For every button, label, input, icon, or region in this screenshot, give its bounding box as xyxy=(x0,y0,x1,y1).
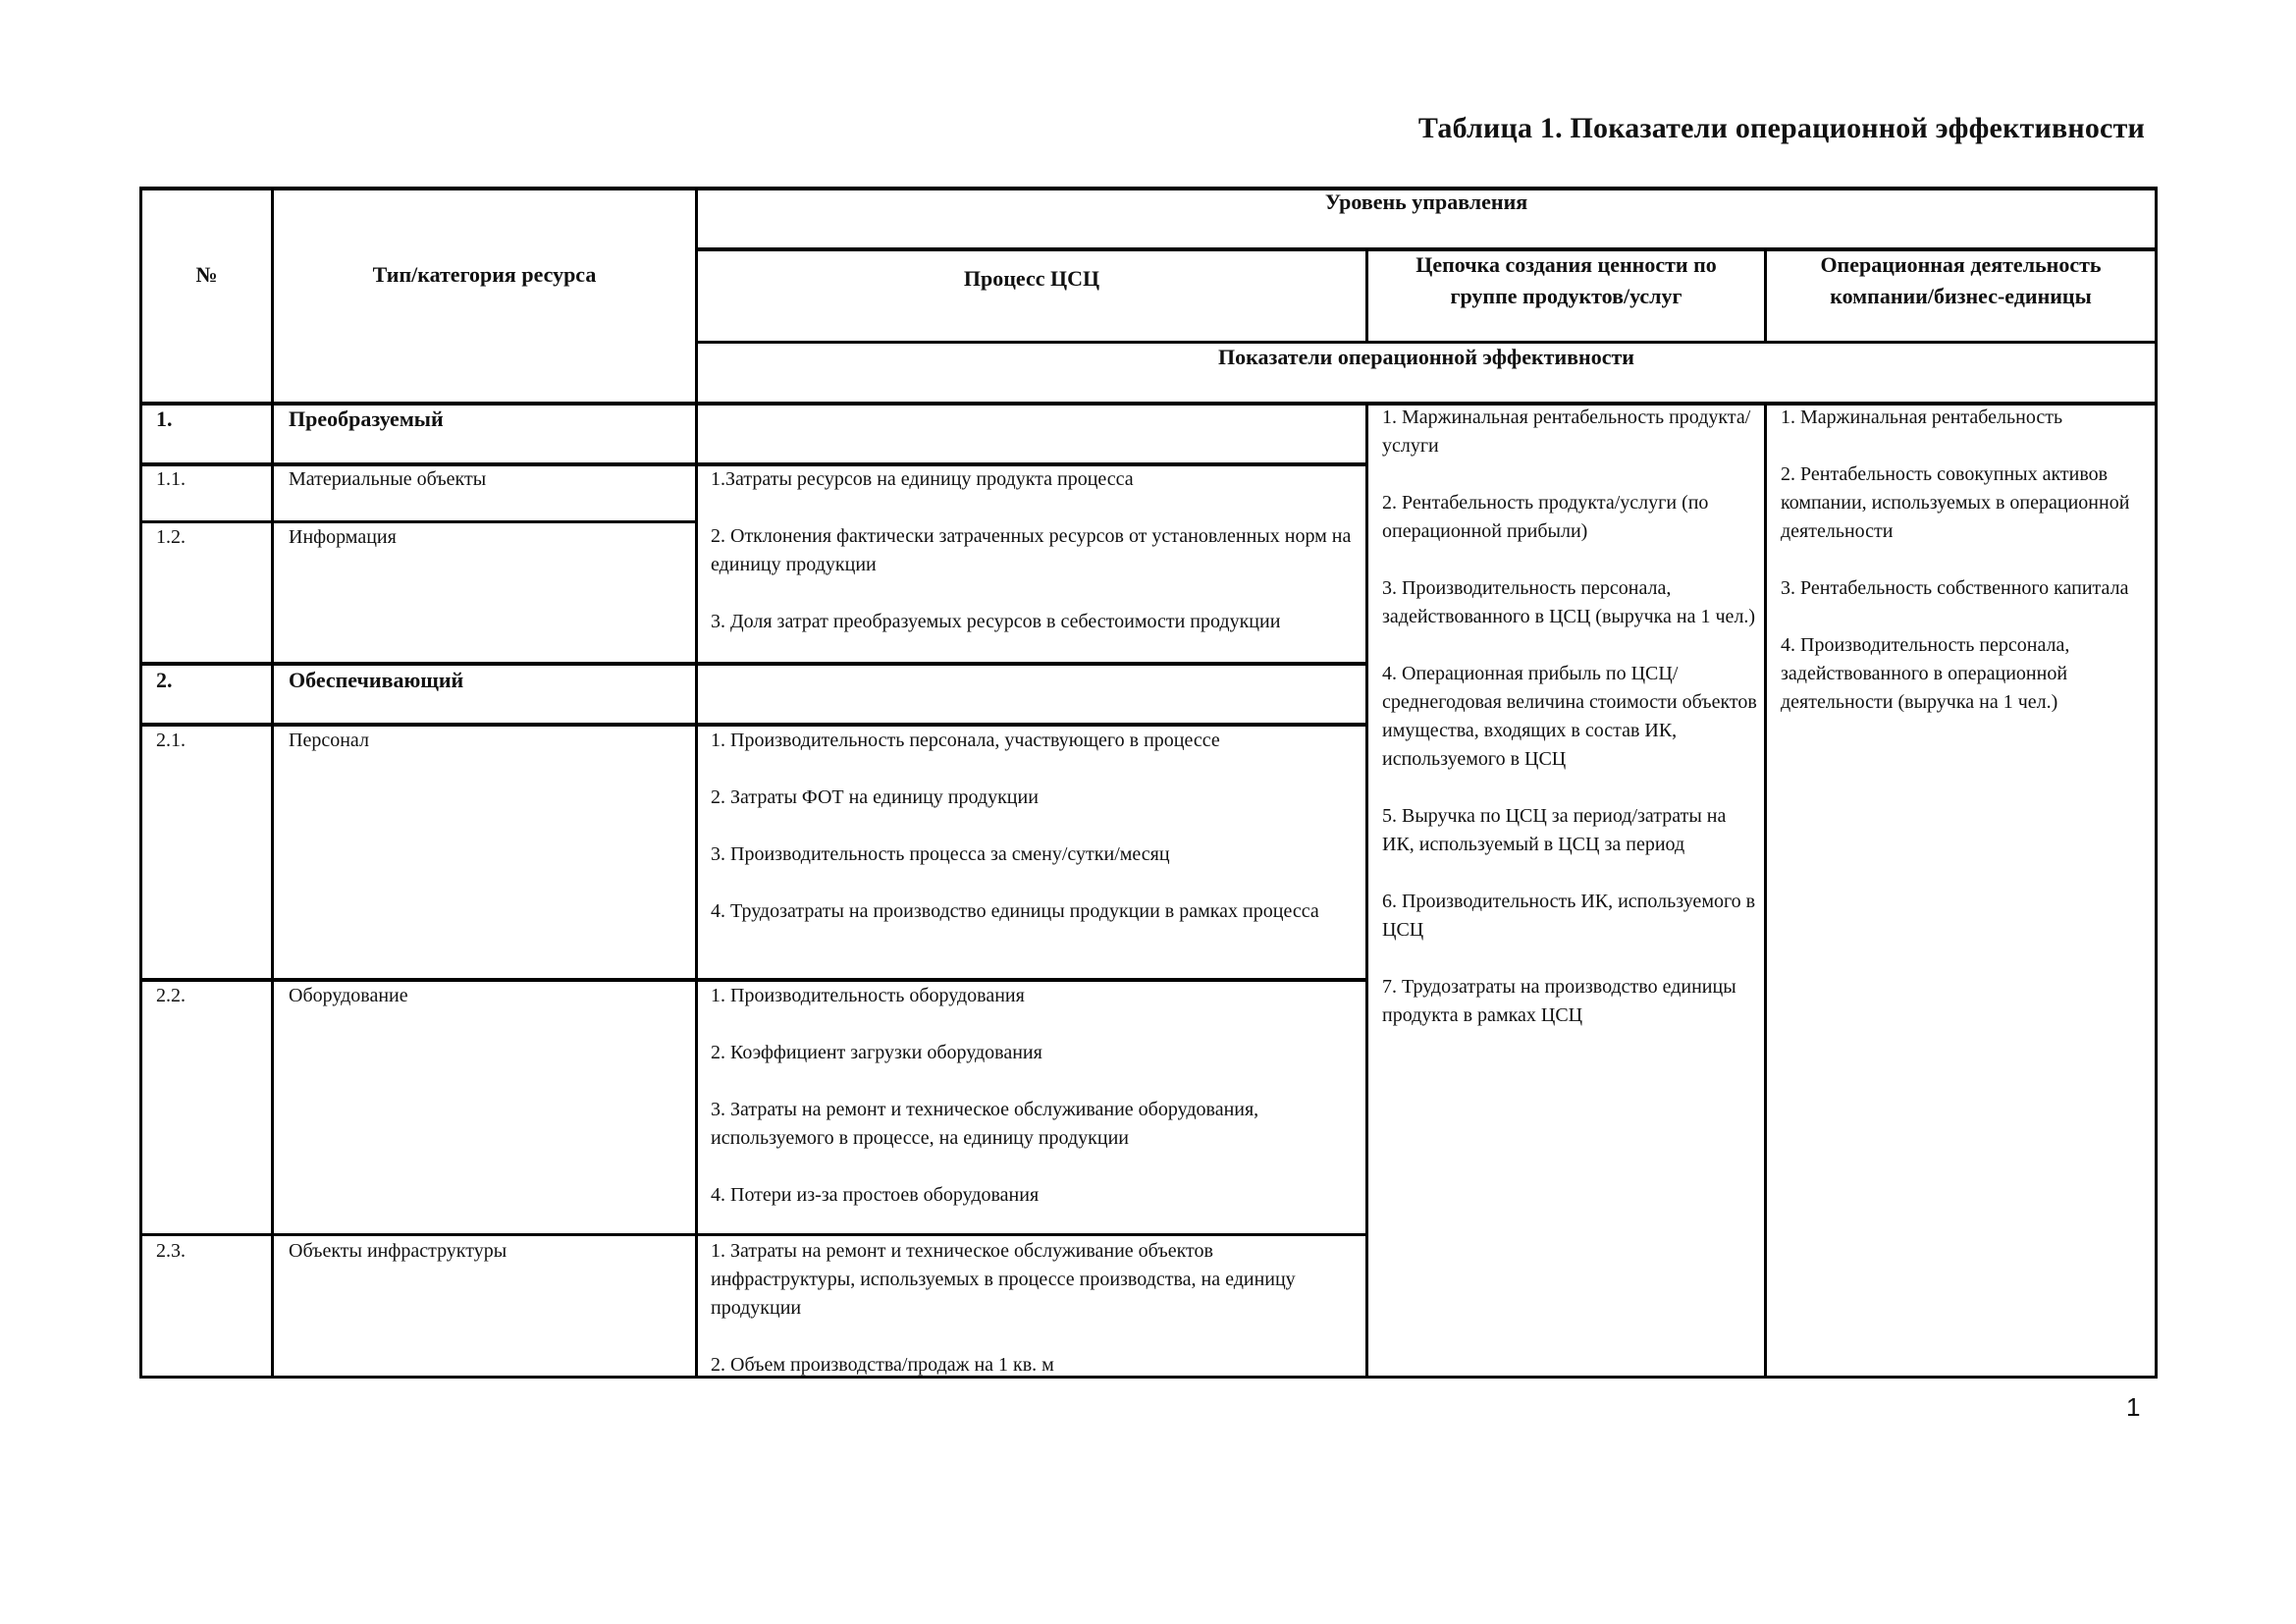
indicator-item: 1. Затраты на ремонт и техническое обслуживание объектов инфраструктуры, используемых в процессе производства, на единицу продукции xyxy=(711,1240,1296,1319)
indicator-item: 7. Трудозатраты на производство единицы продукта в рамках ЦСЦ xyxy=(1382,976,1736,1026)
header-process: Процесс ЦСЦ xyxy=(963,266,1100,291)
indicator-item: 2. Отклонения фактически затраченных ресурсов от установленных норм на единицу продукции xyxy=(711,525,1352,575)
process-indicators-infrastructure xyxy=(711,1237,1339,1380)
header-indicators: Показатели операционной эффективности xyxy=(1218,345,1634,369)
row-number: 2.3. xyxy=(156,1240,186,1262)
indicator-item: 3. Затраты на ремонт и техническое обслуживание оборудования, используемого в процессе, на единицу продукции xyxy=(711,1099,1259,1149)
row-number: 2. xyxy=(156,668,173,692)
document-title: Таблица 1. Показатели операционной эффективности xyxy=(1417,112,2145,144)
value-chain-indicators xyxy=(1382,404,1760,1030)
row-category: Обеспечивающий xyxy=(289,668,464,692)
row-category: Объекты инфраструктуры xyxy=(289,1240,507,1262)
indicator-item: 2. Рентабельность продукта/услуги (по операционной прибыли) xyxy=(1382,492,1709,542)
indicator-item: 4. Потери из-за простоев оборудования xyxy=(711,1184,1040,1206)
header-value-chain: Цепочка создания ценности по группе продуктов/услуг xyxy=(1415,252,1717,308)
row-category: Преобразуемый xyxy=(289,406,444,431)
indicator-item: 2. Затраты ФОТ на единицу продукции xyxy=(711,786,1039,808)
indicator-item: 2. Объем производства/продаж на 1 кв. м xyxy=(711,1354,1054,1376)
indicator-item: 3. Производительность процесса за смену/сутки/месяц xyxy=(711,843,1170,865)
indicator-item: 3. Доля затрат преобразуемых ресурсов в себестоимости продукции xyxy=(711,611,1281,632)
indicator-item: 1. Производительность оборудования xyxy=(711,985,1025,1006)
indicator-item: 4. Трудозатраты на производство единицы продукции в рамках процесса xyxy=(711,900,1319,922)
indicator-item: 3. Производительность персонала, задействованного в ЦСЦ (выручка на 1 чел.) xyxy=(1382,577,1756,627)
row-number: 1.1. xyxy=(156,468,186,490)
indicator-item: 2. Коэффициент загрузки оборудования xyxy=(711,1042,1042,1063)
col-divider-4b xyxy=(1764,402,1767,1379)
page-number: 1 xyxy=(2126,1392,2141,1422)
indicator-item: 5. Выручка по ЦСЦ за период/затраты на ИК, используемый в ЦСЦ за период xyxy=(1382,805,1727,855)
header-management-level: Уровень управления xyxy=(1324,189,1528,214)
table-border-left xyxy=(139,187,142,1379)
row-number: 1. xyxy=(156,406,173,431)
col-divider-1 xyxy=(271,187,274,1379)
indicator-item: 4. Операционная прибыль по ЦСЦ/среднегодовая величина стоимости объектов имущества, входящих в состав ИК, используемого в ЦСЦ xyxy=(1382,663,1757,770)
indicator-item: 1. Маржинальная рентабельность продукта/услуги xyxy=(1382,406,1751,457)
row-number: 2.1. xyxy=(156,730,186,751)
indicator-item: 2. Рентабельность совокупных активов компании, используемых в операционной деятельности xyxy=(1781,463,2130,542)
indicator-item: 4. Производительность персонала, задействованного в операционной деятельности (выручка на 1 чел.) xyxy=(1781,634,2070,713)
row-line-2-3 xyxy=(139,1233,1368,1236)
row-line-1-2 xyxy=(139,520,698,523)
indicator-item: 1. Маржинальная рентабельность xyxy=(1781,406,2063,428)
process-indicators-transformable xyxy=(711,465,1363,636)
row-number: 1.2. xyxy=(156,526,186,548)
process-indicators-equipment xyxy=(711,982,1359,1210)
indicator-item: 3. Рентабельность собственного капитала xyxy=(1781,577,2129,599)
header-operations: Операционная деятельность компании/бизнес-единицы xyxy=(1820,252,2102,308)
row-category: Оборудование xyxy=(289,985,408,1006)
operations-indicators xyxy=(1781,404,2144,717)
indicator-item: 6. Производительность ИК, используемого в ЦСЦ xyxy=(1382,891,1756,941)
indicator-item: 1. Производительность персонала, участвующего в процессе xyxy=(711,730,1220,751)
col-divider-3b xyxy=(1365,402,1368,1379)
header-number: № xyxy=(195,262,218,287)
header-resource-type: Тип/категория ресурса xyxy=(372,262,597,287)
indicator-item: 1.Затраты ресурсов на единицу продукта процесса xyxy=(711,468,1134,490)
row-number: 2.2. xyxy=(156,985,186,1006)
process-indicators-personnel xyxy=(711,727,1339,926)
row-category: Материальные объекты xyxy=(289,468,487,490)
row-category: Информация xyxy=(289,526,397,548)
table-border-right xyxy=(2155,187,2158,1379)
row-category: Персонал xyxy=(289,730,369,751)
